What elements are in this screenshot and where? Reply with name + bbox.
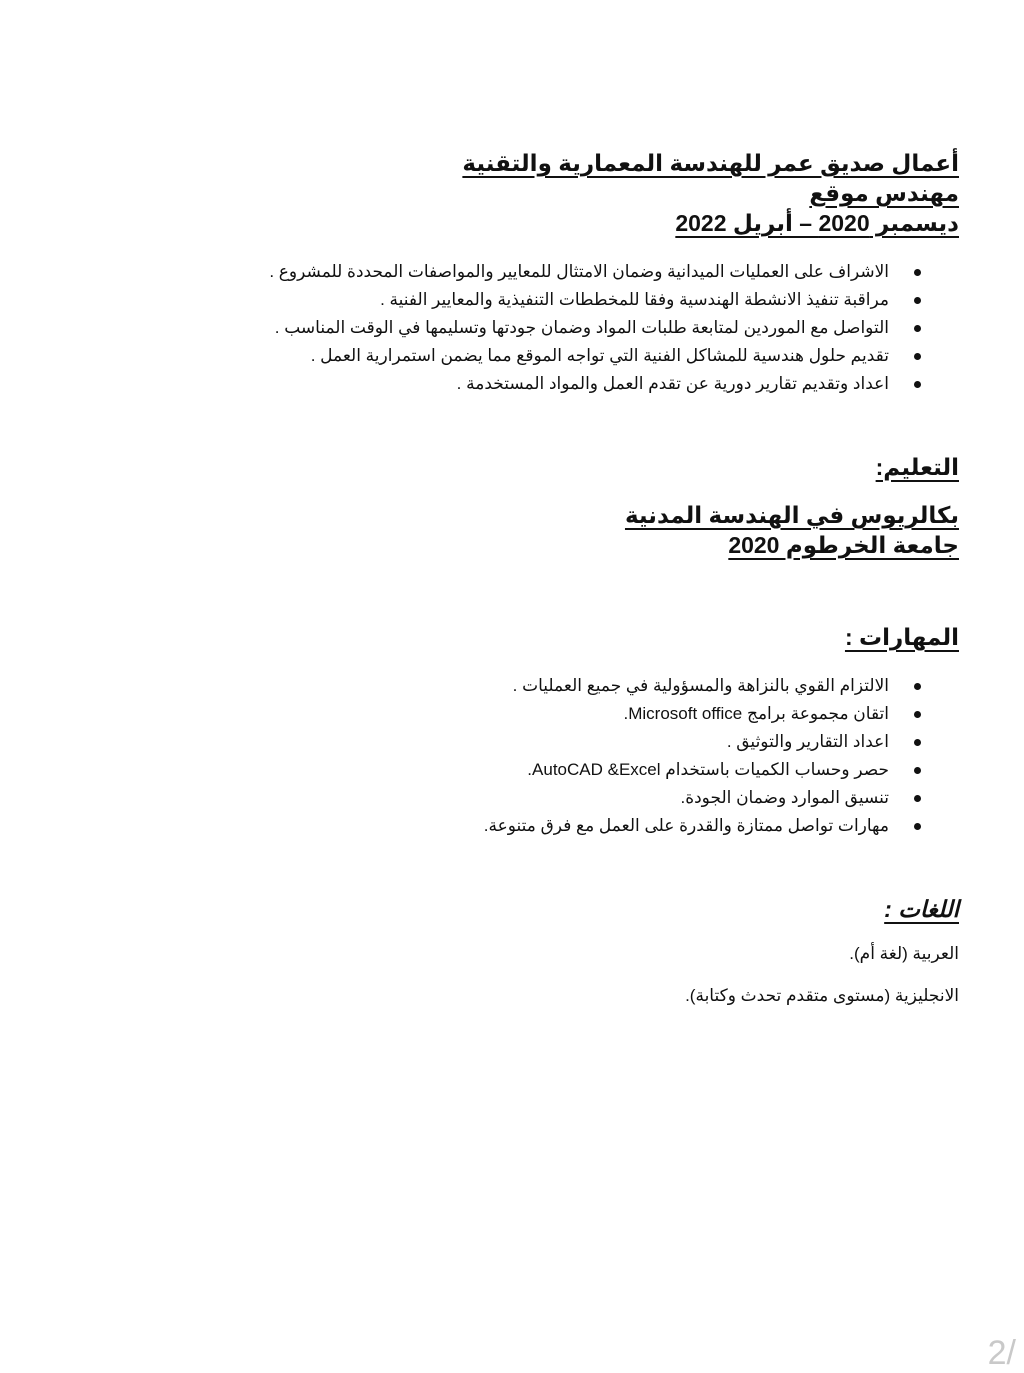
job-period: ديسمبر 2020 – أبريل 2022 [675,210,959,236]
list-item: مهارات تواصل ممتازة والقدرة على العمل مع فرق متنوعة. [199,812,959,840]
company-name: أعمال صديق عمر للهندسة المعمارية والتقنية [462,150,959,176]
bullet-icon [914,739,921,746]
languages-list [199,940,959,1010]
education-section [199,452,959,482]
list-item: تنسيق الموارد وضمان الجودة. [199,784,959,812]
list-item: مراقبة تنفيذ الانشطة الهندسية وفقا للمخططات التنفيذية والمعايير الفنية . [199,286,959,314]
page-number: 2/ [987,1334,1016,1372]
list-item: الالتزام القوي بالنزاهة والمسؤولية في جميع العمليات . [199,672,959,700]
skills-heading: المهارات : [844,624,959,650]
duties-list [199,258,959,398]
education-heading: التعليم: [875,454,959,480]
job-position: مهندس موقع [809,180,959,206]
university-name: جامعة الخرطوم 2020 [728,532,959,558]
list-item: الاشراف على العمليات الميدانية وضمان الامتثال للمعايير والمواصفات المحددة للمشروع . [199,258,959,286]
list-item: اتقان مجموعة برامج Microsoft office. [199,700,959,728]
bullet-icon [914,767,921,774]
list-item: اعداد وتقديم تقارير دورية عن تقدم العمل والمواد المستخدمة . [199,370,959,398]
list-item: حصر وحساب الكميات باستخدام AutoCAD &Excel. [199,756,959,784]
list-item: التواصل مع الموردين لمتابعة طلبات المواد وضمان جودتها وتسليمها في الوقت المناسب . [199,314,959,342]
language-item: الانجليزية (مستوى متقدم تحدث وكتابة). [685,986,959,1005]
language-item: العربية (لغة أم). [849,944,959,963]
languages-heading: اللغات : [884,896,959,922]
bullet-icon [914,269,921,276]
bullet-icon [914,381,921,388]
list-item: اعداد التقارير والتوثيق . [199,728,959,756]
bullet-icon [914,325,921,332]
bullet-icon [914,711,921,718]
bullet-icon [914,297,921,304]
skills-list [199,672,959,840]
skills-section [199,622,959,652]
list-item: تقديم حلول هندسية للمشاكل الفنية التي تواجه الموقع مما يضمن استمرارية العمل . [199,342,959,370]
bullet-icon [914,353,921,360]
bullet-icon [914,683,921,690]
languages-section [199,894,959,924]
education-details [199,500,959,560]
bullet-icon [914,795,921,802]
degree-title: بكالريوس في الهندسة المدنية [624,502,959,528]
bullet-icon [914,823,921,830]
experience-section [199,148,959,238]
